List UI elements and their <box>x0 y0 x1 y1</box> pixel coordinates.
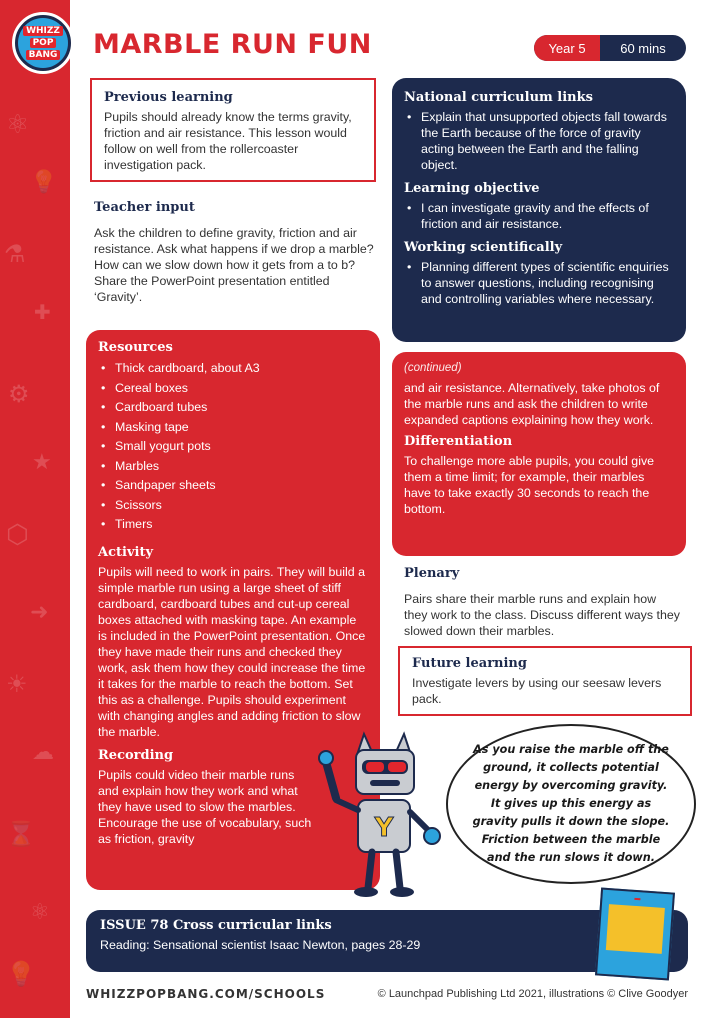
future-learning-heading: Future learning <box>412 656 527 671</box>
working-scientifically-heading: Working scientifically <box>404 240 563 255</box>
year-label: Year 5 <box>534 35 600 61</box>
arrow-doodle-icon: ➜ <box>30 600 49 625</box>
previous-learning-heading: Previous learning <box>104 90 233 105</box>
lesson-info-badge <box>534 35 686 61</box>
list-item: • Masking tape <box>98 418 368 438</box>
continued-panel <box>392 352 686 556</box>
list-item: • Cardboard tubes <box>98 398 368 418</box>
magazine-cover-art <box>606 904 665 954</box>
whizz-pop-bang-logo <box>12 12 74 74</box>
lightbulb-doodle-icon: 💡 <box>30 170 58 195</box>
list-item: • Scissors <box>98 496 368 516</box>
website-link[interactable]: WHIZZPOPBANG.COM/SCHOOLS <box>86 987 326 1001</box>
list-item: • Small yogurt pots <box>98 437 368 457</box>
list-item: • Thick cardboard, about A3 <box>98 359 368 379</box>
recording-heading: Recording <box>98 747 174 763</box>
sun-doodle-icon: ☀ <box>6 670 28 698</box>
learning-objective-list <box>404 200 674 232</box>
logo-word-3: BANG <box>26 50 61 60</box>
robot-illustration <box>318 728 446 900</box>
list-item: • Sandpaper sheets <box>98 476 368 496</box>
logo-badge <box>18 18 68 68</box>
star-doodle-icon: ★ <box>32 450 52 475</box>
resources-list <box>98 359 368 535</box>
teacher-input-heading: Teacher input <box>94 200 195 215</box>
cross-curricular-text: Reading: Sensational scientist Isaac Newton, pages 28-29 <box>100 938 421 952</box>
page-title: MARBLE RUN FUN <box>93 29 372 60</box>
svg-text:Y: Y <box>374 813 394 843</box>
activity-heading: Activity <box>98 544 153 560</box>
resources-heading: Resources <box>98 340 173 355</box>
plenary-text: Pairs share their marble runs and explain how they work to the class. Discuss different ways they slowed down their marbles. <box>404 592 680 638</box>
hourglass-doodle-icon: ⌛ <box>6 820 36 848</box>
recording-text: Pupils could video their marble runs and explain how they work and what they have used to slow the marbles. Encourage the use of vocabulary, such as friction, gravity <box>98 767 312 846</box>
flask-doodle-icon: ⚗ <box>4 240 26 268</box>
list-item: • I can investigate gravity and the effects of friction and air resistance. <box>404 200 674 232</box>
cross-curricular-heading: ISSUE 78 Cross curricular links <box>100 918 332 933</box>
activity-text: Pupils will need to work in pairs. They will build a simple marble run using a large sheet of stiff cardboard, cardboard tubes and cut-up cereal boxes attached with masking tape. An example is included in the PowerPoint presentation. Once they have made their runs and checked they work, ask them how they could increase the time it takes for the marble to reach the bottom. Set this as a challenge. Pupils should experiment with changing angles and adding friction to slow the marble. <box>98 564 366 739</box>
atom-doodle-icon: ⚛ <box>6 110 30 140</box>
teacher-input-section <box>84 196 384 309</box>
differentiation-heading: Differentiation <box>404 434 513 449</box>
magazine-masthead <box>634 898 640 900</box>
future-learning-text: Investigate levers by using our seesaw levers pack. <box>412 676 662 706</box>
previous-learning-box <box>90 78 376 182</box>
magazine-cover-image <box>595 888 675 981</box>
copyright-notice: © Launchpad Publishing Ltd 2021, illustrations © Clive Goodyer <box>377 988 688 1000</box>
plus-doodle-icon: ✚ <box>34 300 51 324</box>
duration-label: 60 mins <box>620 40 666 56</box>
continued-text: and air resistance. Alternatively, take photos of the marble runs and ask the children to write expanded captions explaining how they work. <box>404 381 660 427</box>
future-learning-box <box>398 646 692 716</box>
speech-bubble <box>446 724 696 884</box>
curriculum-panel <box>392 78 686 342</box>
list-item: • Planning different types of scientific enquiries to answer questions, including recognising and controlling variables where necessary. <box>404 259 674 307</box>
list-item: • Timers <box>98 515 368 535</box>
lightbulb-doodle-icon-2: 💡 <box>6 960 36 988</box>
gear-doodle-icon: ⚙ <box>8 380 30 408</box>
cloud-doodle-icon: ☁ <box>32 740 54 765</box>
decorative-sidebar <box>0 0 70 1018</box>
teacher-input-text: Ask the children to define gravity, friction and air resistance. Ask what happens if we drop a marble? How can we slow down how it gets from a to b? Share the PowerPoint presentation entitled ‘Gravity’. <box>94 226 374 304</box>
list-item: • Marbles <box>98 457 368 477</box>
logo-word-1: WHIZZ <box>23 26 63 36</box>
plenary-heading: Plenary <box>404 566 460 581</box>
plenary-section <box>392 562 692 643</box>
differentiation-text: To challenge more able pupils, you could give them a time limit; for example, their marbles have to take exactly 30 seconds to reach the bottom. <box>404 454 655 516</box>
previous-learning-text: Pupils should already know the terms gravity, friction and air resistance. This lesson would follow on well from the rollercoaster investigation pack. <box>104 110 352 172</box>
logo-word-2: POP <box>30 38 57 48</box>
national-curriculum-heading: National curriculum links <box>404 90 593 105</box>
continued-label: (continued) <box>404 362 462 374</box>
hexagon-doodle-icon: ⬡ <box>6 520 29 550</box>
learning-objective-heading: Learning objective <box>404 181 540 196</box>
speech-bubble-text: As you raise the marble off the ground, it collects potential energy by overcoming gravity. It gives up this energy as gravity pulls it down the slope. Friction between the marble and the run slows it down. <box>472 743 670 864</box>
working-scientifically-list <box>404 259 674 307</box>
national-curriculum-list <box>404 109 674 173</box>
atom-doodle-icon-2: ⚛ <box>30 900 50 925</box>
list-item: • Cereal boxes <box>98 379 368 399</box>
list-item: • Explain that unsupported objects fall towards the Earth because of the force of gravity acting between the Earth and the falling object. <box>404 109 674 173</box>
